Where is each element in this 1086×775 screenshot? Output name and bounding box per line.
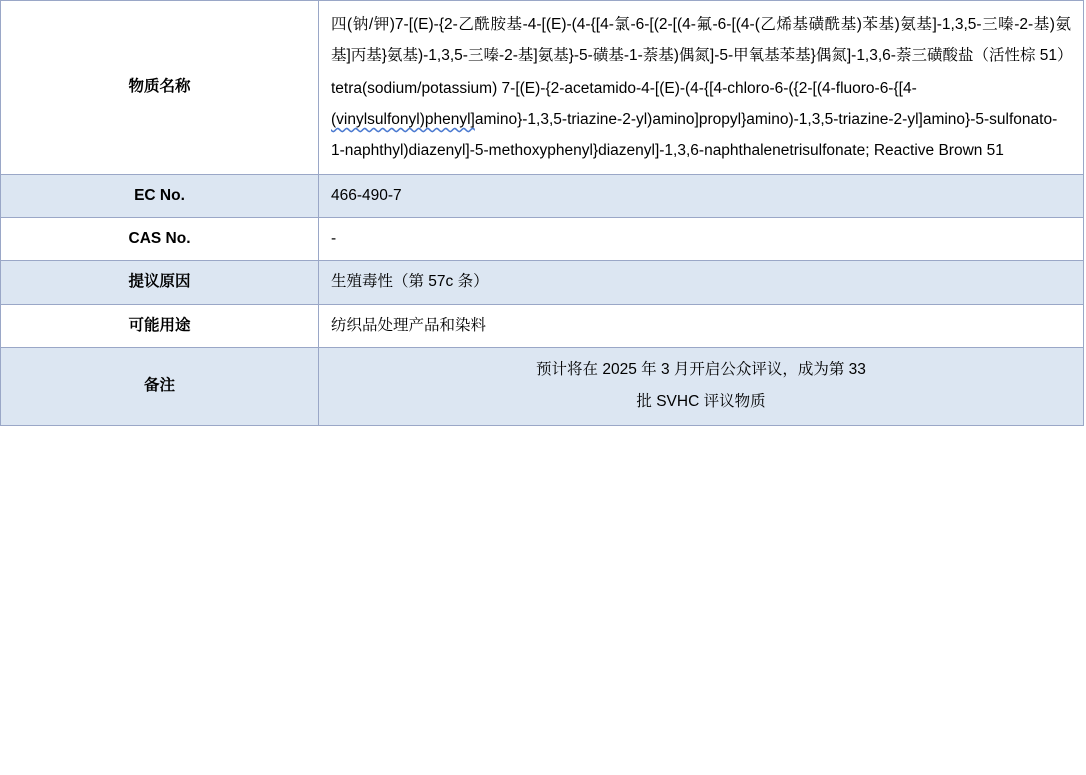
table-row xyxy=(1,218,1084,261)
remark-line-1: 预计将在 2025 年 3 月开启公众评议，成为第 33 xyxy=(536,360,866,378)
substance-name-english-post: amino}-1,3,5-triazine-2-yl)amino]propyl}amino)-1,3,5-triazine-2-yl]amino}-5-sulfonato-1-naphthyl)diazenyl]-5-methoxyphenyl}diazenyl]-1,3,6-naphthalenetrisulfonate; Reactive Brown 51 xyxy=(331,111,1058,159)
row-label: 物质名称 xyxy=(1,1,319,175)
row-label-ec-no: EC No. xyxy=(1,175,319,218)
substance-name-english-pre: tetra(sodium/potassium) 7-[(E)-{2-acetamido-4-[(E)-(4-{[4-chloro-6-({2-[(4-fluoro-6-{[4- xyxy=(331,80,917,97)
substance-name-english xyxy=(331,73,1071,166)
substance-name-chinese: 四(钠/钾)7-[(E)-{2-乙酰胺基-4-[(E)-(4-{[4-氯-6-[(2-[(4-氟-6-[(4-(乙烯基磺酰基)苯基)氨基]-1,3,5-三嗪-2-基)氨基]丙基}氨基)-1,3,5-三嗪-2-基]氨基}-5-磺基-1-萘基)偶氮]-5-甲氧基苯基}偶氮]-1,3,6-萘三磺酸盐（活性棕 51） xyxy=(331,16,1073,64)
row-label-cas-no: CAS No. xyxy=(1,218,319,261)
table-row xyxy=(1,1,1084,175)
row-value-remark xyxy=(319,347,1084,425)
table-row xyxy=(1,261,1084,304)
row-value-ec-no: 466-490-7 xyxy=(319,175,1084,218)
remark-line-2: 批 SVHC 评议物质 xyxy=(636,393,766,411)
row-value-substance-name xyxy=(319,1,1084,175)
substance-name-block xyxy=(331,7,1071,168)
table-row xyxy=(1,347,1084,425)
row-label-remark: 备注 xyxy=(1,347,319,425)
row-value-uses: 纺织品处理产品和染料 xyxy=(319,304,1084,347)
row-label-uses: 可能用途 xyxy=(1,304,319,347)
row-label-reason: 提议原因 xyxy=(1,261,319,304)
substance-name-english-marked: (vinylsulfonyl)phenyl] xyxy=(331,111,475,128)
table-row xyxy=(1,175,1084,218)
table-row xyxy=(1,304,1084,347)
row-value-reason: 生殖毒性（第 57c 条） xyxy=(319,261,1084,304)
row-value-cas-no: - xyxy=(319,218,1084,261)
